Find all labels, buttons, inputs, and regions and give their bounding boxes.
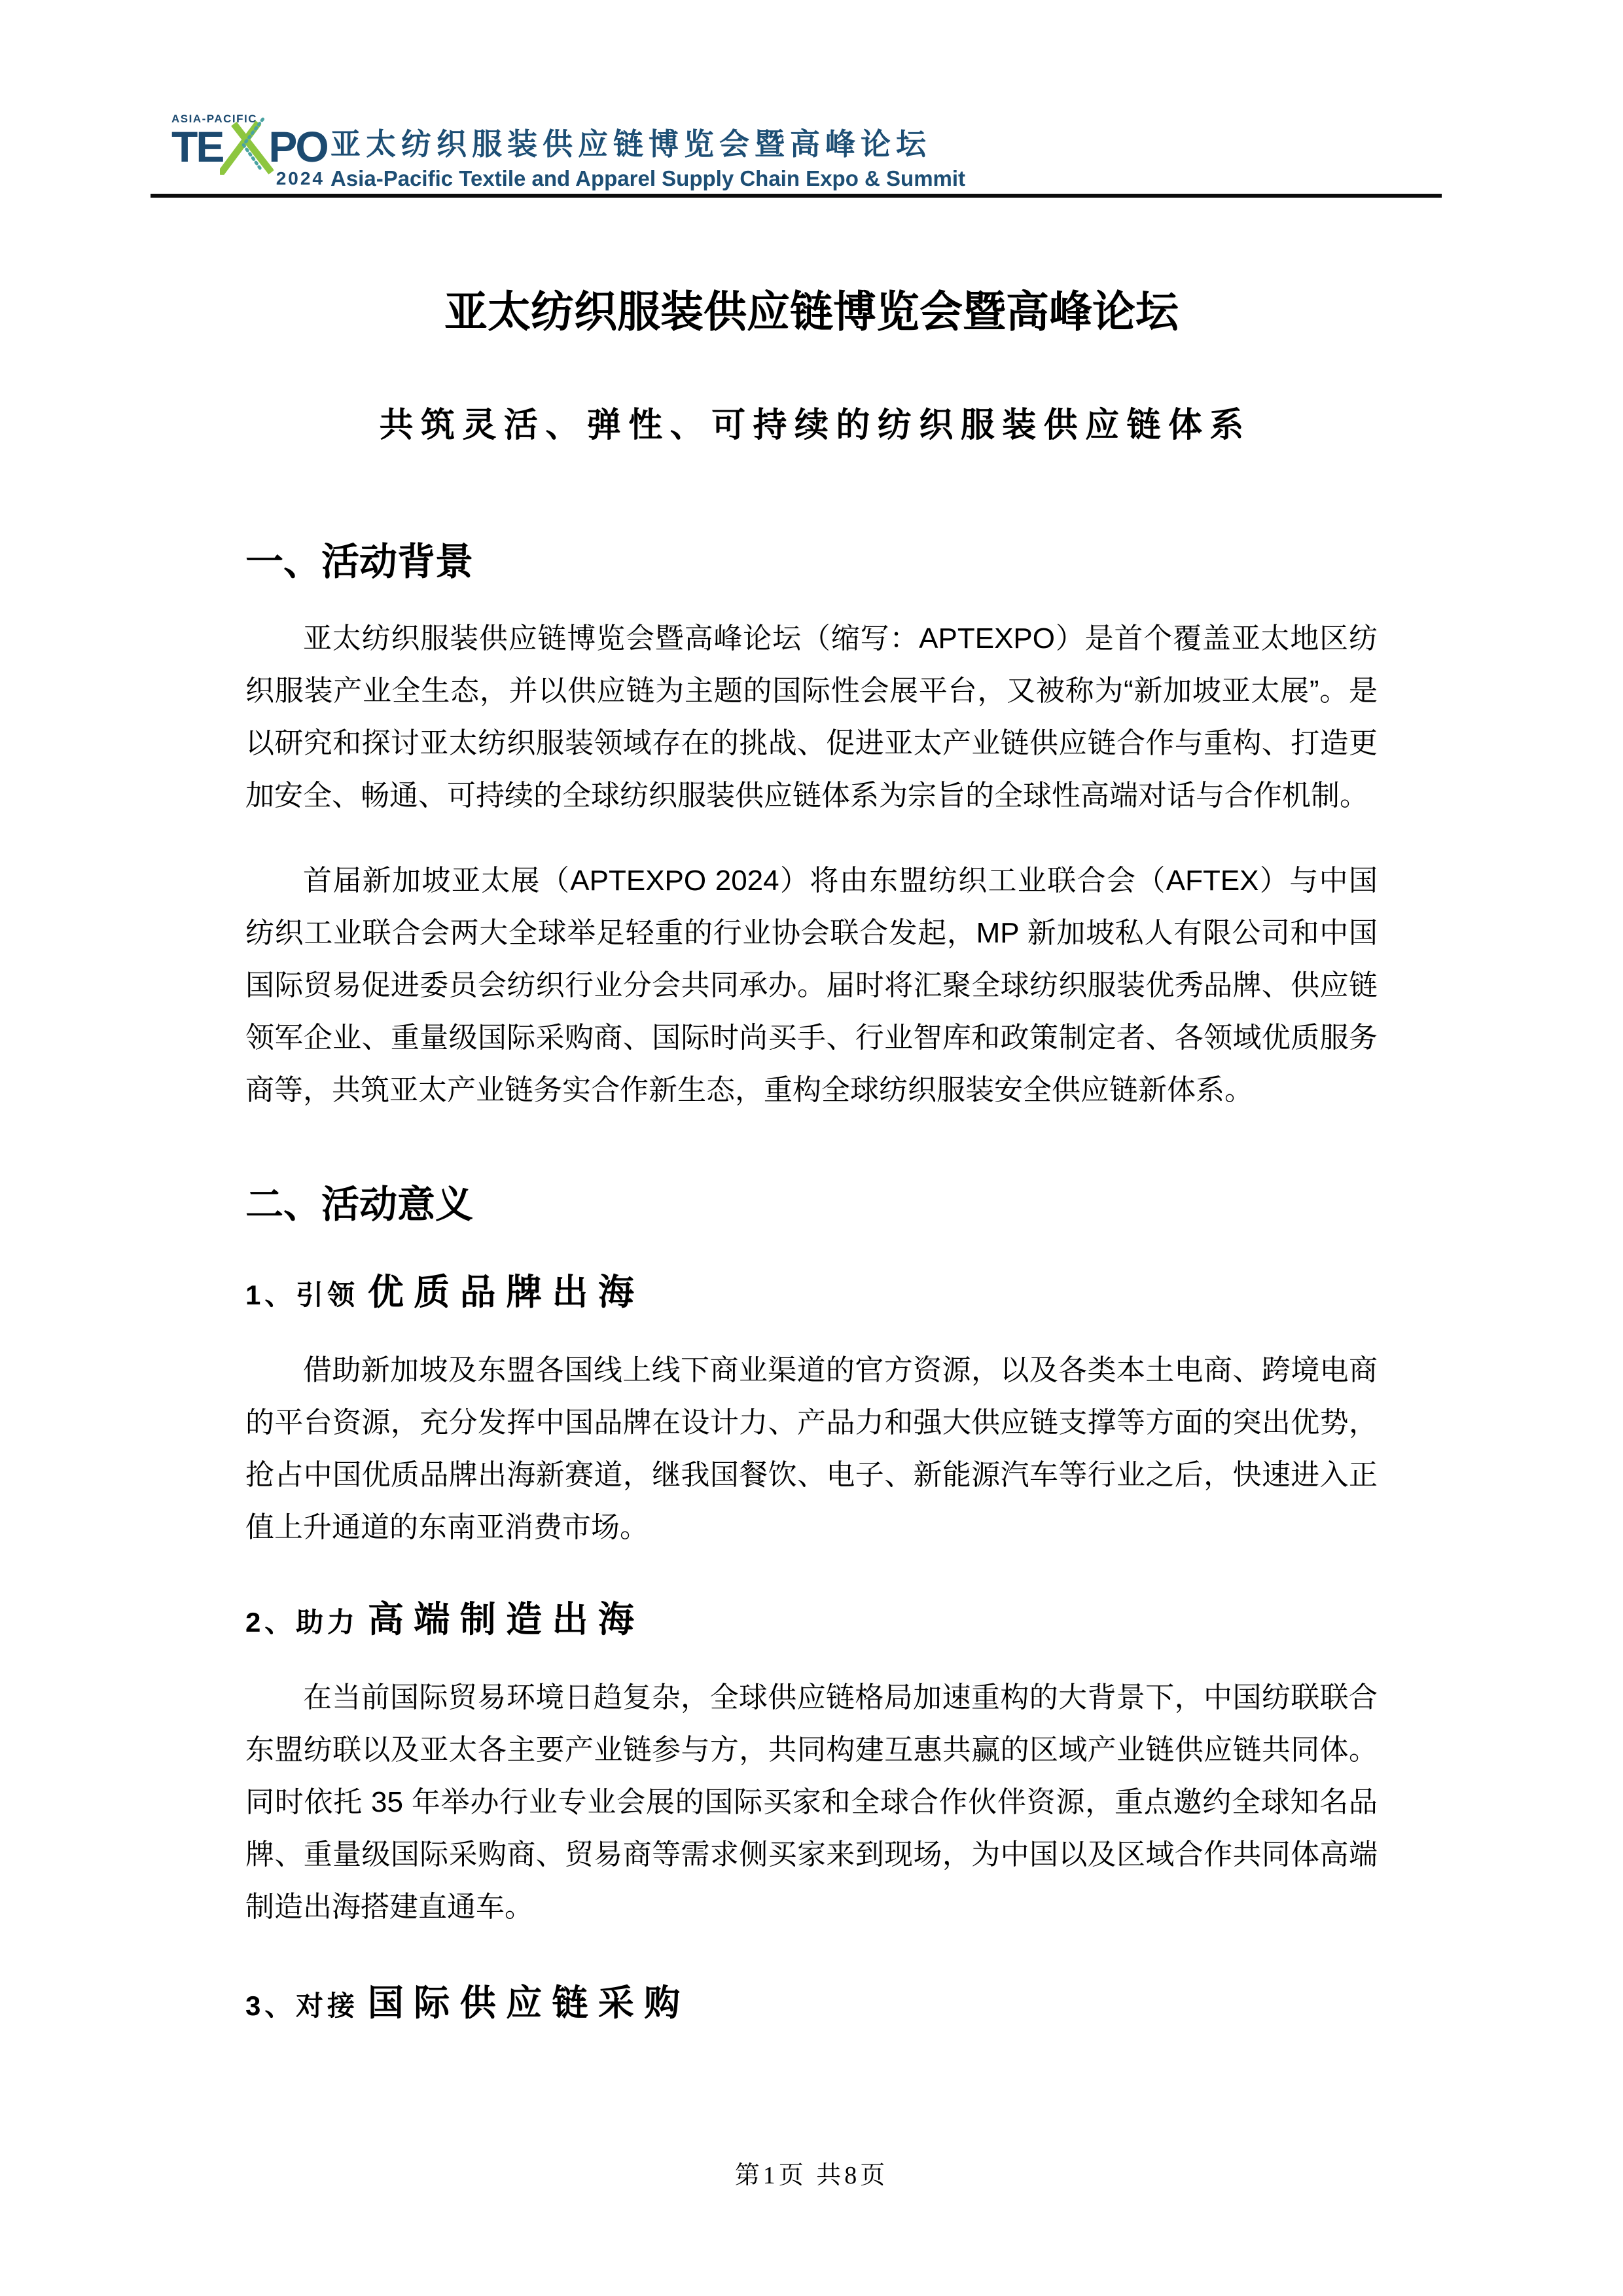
subsection-1-label: 1、引领 [245, 1280, 359, 1310]
header-titles [330, 126, 965, 192]
page-number: 第1页 共8页 [734, 2162, 889, 2189]
logo-po-text: PO [268, 122, 327, 171]
header-title-en: Asia-Pacific Textile and Apparel Supply Chain Expo & Summit [330, 166, 966, 190]
logo-region-text: ASIA-PACIFIC [171, 113, 258, 125]
document-subtitle: 共筑灵活、弹性、可持续的纺织服装供应链体系 [379, 406, 1251, 444]
subsection-1-paragraph: 借助新加坡及东盟各国线上线下商业渠道的官方资源，以及各类本土电商、跨境电商的平台资源，充分发挥中国品牌在设计力、产品力和强大供应链支撑等方面的突出优势，抢占中国优质品牌出海新赛道，继我国餐饮、电子、新能源汽车等行业之后，快速进入正值上升通道的东南亚消费市场。 [245, 1354, 1378, 1543]
page-footer [0, 2155, 1623, 2191]
subsection-2-title: 高端制造出海 [367, 1599, 645, 1640]
document-body [245, 249, 1378, 2026]
texpo-logo [171, 113, 335, 189]
section-1-paragraph-1: 亚太纺织服装供应链博览会暨高峰论坛（缩写：APTEXPO）是首个覆盖亚太地区纺织服装产业全生态，并以供应链为主题的国际性会展平台，又被称为“新加坡亚太展”。是以研究和探讨亚太纺织服装领域存在的挑战、促进亚太产业链供应链合作与重构、打造更加安全、畅通、可持续的全球纺织服装供应链体系为宗旨的全球性高端对话与合作机制。 [245, 622, 1378, 812]
subsection-2-label: 2、助力 [245, 1607, 359, 1638]
logo-te-text: TE [171, 122, 223, 171]
subsection-1-heading [245, 1263, 1378, 1315]
header-title-zh: 亚太纺织服装供应链博览会暨高峰论坛 [330, 127, 931, 161]
texpo-x-icon [220, 117, 274, 175]
subsection-2-heading [245, 1590, 1378, 1642]
section-1-paragraph-2: 首届新加坡亚太展（APTEXPO 2024）将由东盟纺织工业联合会（AFTEX）与中国纺织工业联合会两大全球举足轻重的行业协会联合发起，MP 新加坡私人有限公司和中国国际贸易促进委员会纺织行业分会共同承办。届时将汇聚全球纺织服装优秀品牌、供应链领军企业、重量级国际采购商、国际时尚买手、行业智库和政策制定者、各领域优质服务商等，共筑亚太产业链务实合作新生态，重构全球纺织服装安全供应链新体系。 [245, 865, 1378, 1106]
subsection-3-heading [245, 1974, 1378, 2026]
section-2-heading: 二、活动意义 [245, 1183, 474, 1226]
subsection-3-title: 国际供应链采购 [367, 1982, 690, 2023]
header-divider [151, 194, 1442, 198]
subsection-1-title: 优质品牌出海 [367, 1272, 645, 1312]
subsection-2-paragraph: 在当前国际贸易环境日趋复杂，全球供应链格局加速重构的大背景下，中国纺联联合东盟纺联以及亚太各主要产业链参与方，共同构建互惠共赢的区域产业链供应链共同体。同时依托 35 年举办行业专业会展的国际买家和全球合作伙伴资源，重点邀约全球知名品牌、重量级国际采购商、贸易商等需求侧买家来到现场，为中国以及区域合作共同体高端制造出海搭建直通车。 [245, 1681, 1378, 1923]
logo-wordmark [171, 122, 335, 171]
document-title: 亚太纺织服装供应链博览会暨高峰论坛 [444, 287, 1179, 336]
subsection-3-label: 3、对接 [245, 1990, 359, 2021]
logo-year: 2024 [276, 168, 325, 188]
section-1-heading: 一、活动背景 [245, 541, 474, 583]
